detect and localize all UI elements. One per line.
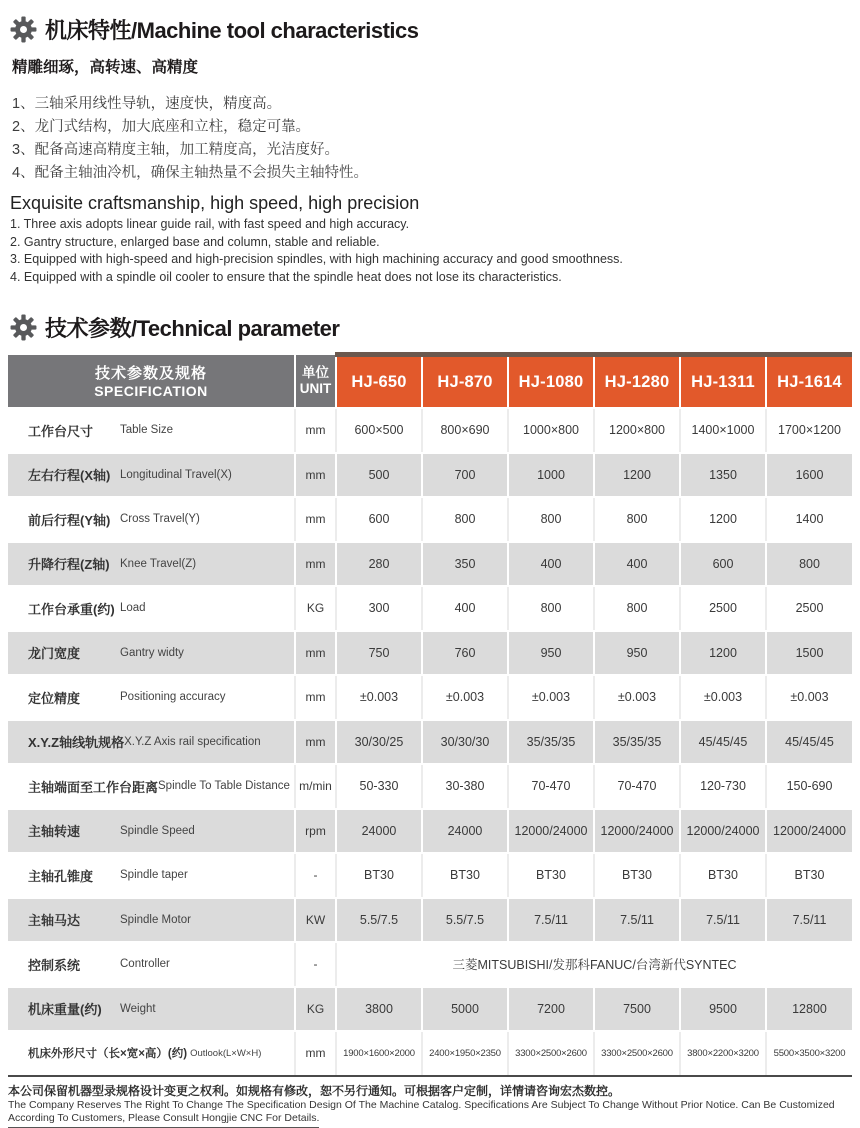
gear-icon xyxy=(10,16,37,43)
model-header-hj870: HJ-870 xyxy=(422,355,508,409)
features-list-en xyxy=(10,216,852,286)
value-cell: 45/45/45 xyxy=(680,720,766,765)
value-cell: 30/30/25 xyxy=(336,720,422,765)
spec-label-en: Weight xyxy=(120,1002,156,1015)
value-cell: 50-330 xyxy=(336,764,422,809)
value-cell: 30-380 xyxy=(422,764,508,809)
value-cell: 1400 xyxy=(766,497,852,542)
spec-label-cn: 龙门宽度 xyxy=(28,646,81,662)
value-cell: 3300×2500×2600 xyxy=(508,1031,594,1076)
feature-cn-item: 3、配备高速高精度主轴，加工精度高，光洁度好。 xyxy=(12,142,340,158)
feature-en-item: 4. Equipped with a spindle oil cooler to ensure that the spindle heat does not lose its characteristics. xyxy=(10,269,562,284)
value-cell: 1200×800 xyxy=(594,408,680,453)
spec-cell xyxy=(8,1031,295,1076)
spec-cell xyxy=(8,675,295,720)
features-title: 机床特性/Machine tool characteristics xyxy=(45,18,419,43)
unit-header-cell xyxy=(295,355,336,409)
spec-label-cn: 升降行程(Z轴) xyxy=(28,557,110,573)
spec-cell xyxy=(8,497,295,542)
model-header-hj1614: HJ-1614 xyxy=(766,355,852,409)
spec-label-cn: 工作台尺寸 xyxy=(28,423,94,439)
unit-cell: mm xyxy=(295,1031,336,1076)
value-cell: 1700×1200 xyxy=(766,408,852,453)
value-cell: 750 xyxy=(336,631,422,676)
spec-label-cn: 主轴孔锥度 xyxy=(28,868,94,884)
spec-label-en: Positioning accuracy xyxy=(120,691,226,704)
spec-cell xyxy=(8,453,295,498)
value-cell: ±0.003 xyxy=(508,675,594,720)
unit-cell: mm xyxy=(295,675,336,720)
spec-cell xyxy=(8,898,295,943)
value-cell: 700 xyxy=(422,453,508,498)
feature-en-item: 3. Equipped with high-speed and high-precision spindles, with high machining accuracy and good smoothness. xyxy=(10,252,623,266)
value-cell: 12800 xyxy=(766,987,852,1032)
value-cell: 7.5/11 xyxy=(680,898,766,943)
model-header-hj1080: HJ-1080 xyxy=(508,355,594,409)
value-cell: 70-470 xyxy=(508,764,594,809)
value-cell: 7200 xyxy=(508,987,594,1032)
value-cell: 1900×1600×2000 xyxy=(336,1031,422,1076)
value-cell: 1500 xyxy=(766,631,852,676)
table-row xyxy=(8,809,852,854)
value-cell: 7.5/11 xyxy=(766,898,852,943)
value-cell: 24000 xyxy=(336,809,422,854)
feature-cn-item: 1、三轴采用线性导轨，速度快，精度高。 xyxy=(12,96,282,112)
unit-cell: mm xyxy=(295,720,336,765)
spec-label-cn: 机床外形尺寸（长×宽×高）(约) xyxy=(28,1048,188,1061)
value-cell: 7.5/11 xyxy=(508,898,594,943)
value-cell: 950 xyxy=(594,631,680,676)
value-cell: ±0.003 xyxy=(422,675,508,720)
table-row xyxy=(8,1031,852,1076)
spec-header-cn: 技术参数及规格 xyxy=(94,365,207,383)
spec-label-cn: 机床重量(约) xyxy=(28,1002,102,1018)
gear-icon xyxy=(10,314,37,341)
spec-cell xyxy=(8,720,295,765)
value-cell: 3300×2500×2600 xyxy=(594,1031,680,1076)
spec-header-cell xyxy=(8,355,295,409)
value-cell: 35/35/35 xyxy=(508,720,594,765)
value-cell: 45/45/45 xyxy=(766,720,852,765)
value-cell: 5000 xyxy=(422,987,508,1032)
value-cell: 12000/24000 xyxy=(680,809,766,854)
value-cell: 2500 xyxy=(766,586,852,631)
value-cell: 800 xyxy=(508,586,594,631)
feature-en-item: 2. Gantry structure, enlarged base and column, stable and reliable. xyxy=(10,234,380,249)
model-header-hj650: HJ-650 xyxy=(336,355,422,409)
value-cell: 5500×3500×3200 xyxy=(766,1031,852,1076)
value-cell: 600×500 xyxy=(336,408,422,453)
unit-cell: KG xyxy=(295,987,336,1032)
unit-cell: mm xyxy=(295,408,336,453)
table-row xyxy=(8,542,852,587)
table-row xyxy=(8,764,852,809)
table-row xyxy=(8,675,852,720)
spec-cell xyxy=(8,542,295,587)
table-row xyxy=(8,987,852,1032)
unit-cell: m/min xyxy=(295,764,336,809)
spec-label-cn: 左右行程(X轴) xyxy=(28,468,111,484)
value-cell: 7.5/11 xyxy=(594,898,680,943)
spec-table xyxy=(8,352,852,1077)
value-cell: 280 xyxy=(336,542,422,587)
table-row xyxy=(8,853,852,898)
value-cell: 12000/24000 xyxy=(766,809,852,854)
unit-cell: - xyxy=(295,853,336,898)
spec-header-en: SPECIFICATION xyxy=(94,383,208,400)
spec-label-en: Longitudinal Travel(X) xyxy=(120,468,232,481)
features-section-header xyxy=(10,14,852,45)
unit-cell: KW xyxy=(295,898,336,943)
footer xyxy=(8,1083,852,1128)
spec-label-en: Gantry widty xyxy=(120,646,184,659)
value-cell: BT30 xyxy=(508,853,594,898)
spec-label-cn: X.Y.Z轴线轨规格 xyxy=(28,735,125,751)
value-cell: 800 xyxy=(766,542,852,587)
value-cell: 3800×2200×3200 xyxy=(680,1031,766,1076)
spec-label-en: X.Y.Z Axis rail specification xyxy=(124,735,261,748)
value-cell: 2400×1950×2350 xyxy=(422,1031,508,1076)
feature-en-item: 1. Three axis adopts linear guide rail, with fast speed and high accuracy. xyxy=(10,217,410,231)
value-cell: 350 xyxy=(422,542,508,587)
table-row xyxy=(8,408,852,453)
value-cell: 400 xyxy=(594,542,680,587)
value-cell: BT30 xyxy=(594,853,680,898)
spec-label-cn: 前后行程(Y轴) xyxy=(28,512,111,528)
table-row xyxy=(8,586,852,631)
unit-cell: mm xyxy=(295,497,336,542)
value-cell: 24000 xyxy=(422,809,508,854)
value-cell: 7500 xyxy=(594,987,680,1032)
value-cell: 1200 xyxy=(594,453,680,498)
spec-cell xyxy=(8,853,295,898)
unit-cell: - xyxy=(295,942,336,987)
value-cell: 1000 xyxy=(508,453,594,498)
spec-label-cn: 主轴端面至工作台距离 xyxy=(28,779,159,795)
footer-disclaimer-cn: 本公司保留机器型录规格设计变更之权利。如规格有修改，恕不另行通知。可根据客户定制，详情请咨询宏杰数控。 xyxy=(8,1083,621,1098)
features-list-cn xyxy=(12,93,852,185)
value-cell: 9500 xyxy=(680,987,766,1032)
value-cell: 800 xyxy=(508,497,594,542)
model-header-hj1311: HJ-1311 xyxy=(680,355,766,409)
value-cell: 120-730 xyxy=(680,764,766,809)
spec-label-en: Cross Travel(Y) xyxy=(120,513,200,526)
value-cell: 1200 xyxy=(680,497,766,542)
value-cell: 30/30/30 xyxy=(422,720,508,765)
footer-disclaimer-en-line1: The Company Reserves The Right To Change The Specification Design Of The Machine Catalog. Specifications Are Subject To Change Without Prior Notice. Can Be Customized xyxy=(8,1098,835,1111)
spec-label-en: Knee Travel(Z) xyxy=(120,557,197,570)
value-cell: 800 xyxy=(594,497,680,542)
unit-cell: mm xyxy=(295,631,336,676)
spec-cell xyxy=(8,942,295,987)
value-cell: ±0.003 xyxy=(336,675,422,720)
spec-cell xyxy=(8,408,295,453)
value-cell: 12000/24000 xyxy=(594,809,680,854)
spec-label-en: Table Size xyxy=(120,424,174,437)
spec-label-cn: 控制系统 xyxy=(28,957,81,973)
footer-disclaimer-en-line2: According To Customers, Please Consult Hongjie CNC For Details. xyxy=(8,1112,319,1128)
table-row xyxy=(8,898,852,943)
model-header-hj1280: HJ-1280 xyxy=(594,355,680,409)
value-cell: 1400×1000 xyxy=(680,408,766,453)
value-cell: BT30 xyxy=(680,853,766,898)
spec-label-en: Spindle taper xyxy=(120,869,188,882)
features-subtitle: 精雕细琢，高转速、高精度 xyxy=(12,59,199,76)
table-row xyxy=(8,720,852,765)
unit-header-en: UNIT xyxy=(299,380,332,396)
value-cell: 1600 xyxy=(766,453,852,498)
value-cell: 12000/24000 xyxy=(508,809,594,854)
spec-label-cn: 定位精度 xyxy=(28,690,81,706)
value-cell: 35/35/35 xyxy=(594,720,680,765)
value-cell: 600 xyxy=(680,542,766,587)
table-row xyxy=(8,497,852,542)
table-header-row xyxy=(8,355,852,409)
spec-label-en: Spindle Motor xyxy=(120,913,191,926)
table-row xyxy=(8,453,852,498)
value-cell: 500 xyxy=(336,453,422,498)
value-cell: 1200 xyxy=(680,631,766,676)
value-cell: 三菱MITSUBISHI/发那科FANUC/台湾新代SYNTEC xyxy=(336,942,852,987)
spec-label-en: Spindle To Table Distance xyxy=(158,780,290,793)
table-row xyxy=(8,942,852,987)
spec-cell xyxy=(8,764,295,809)
spec-label-cn: 主轴转速 xyxy=(28,824,81,840)
unit-cell: KG xyxy=(295,586,336,631)
unit-cell: mm xyxy=(295,542,336,587)
value-cell: ±0.003 xyxy=(594,675,680,720)
spec-cell xyxy=(8,987,295,1032)
value-cell: 5.5/7.5 xyxy=(336,898,422,943)
value-cell: 150-690 xyxy=(766,764,852,809)
value-cell: 760 xyxy=(422,631,508,676)
value-cell: 800 xyxy=(594,586,680,631)
spec-cell xyxy=(8,586,295,631)
value-cell: 300 xyxy=(336,586,422,631)
spec-cell xyxy=(8,809,295,854)
parameters-section-header xyxy=(10,312,852,343)
spec-cell xyxy=(8,631,295,676)
value-cell: BT30 xyxy=(766,853,852,898)
value-cell: 1000×800 xyxy=(508,408,594,453)
spec-label-en: Spindle Speed xyxy=(120,824,195,837)
unit-header-cn: 单位 xyxy=(302,364,329,380)
value-cell: ±0.003 xyxy=(680,675,766,720)
value-cell: 400 xyxy=(508,542,594,587)
value-cell: 70-470 xyxy=(594,764,680,809)
unit-cell: mm xyxy=(295,453,336,498)
value-cell: 400 xyxy=(422,586,508,631)
value-cell: 3800 xyxy=(336,987,422,1032)
value-cell: 800 xyxy=(422,497,508,542)
spec-label-en: Load xyxy=(120,602,146,615)
parameters-title: 技术参数/Technical parameter xyxy=(45,316,340,341)
unit-cell: rpm xyxy=(295,809,336,854)
spec-label-cn: 主轴马达 xyxy=(28,913,81,929)
feature-cn-item: 2、龙门式结构，加大底座和立柱，稳定可靠。 xyxy=(12,119,311,135)
value-cell: BT30 xyxy=(336,853,422,898)
value-cell: 600 xyxy=(336,497,422,542)
table-row xyxy=(8,631,852,676)
value-cell: 1350 xyxy=(680,453,766,498)
value-cell: 5.5/7.5 xyxy=(422,898,508,943)
value-cell: BT30 xyxy=(422,853,508,898)
features-heading-en: Exquisite craftsmanship, high speed, high precision xyxy=(10,193,420,213)
value-cell: 2500 xyxy=(680,586,766,631)
value-cell: 950 xyxy=(508,631,594,676)
feature-cn-item: 4、配备主轴油冷机，确保主轴热量不会损失主轴特性。 xyxy=(12,165,369,181)
spec-label-en: Controller xyxy=(120,958,170,971)
value-cell: ±0.003 xyxy=(766,675,852,720)
value-cell: 800×690 xyxy=(422,408,508,453)
spec-label-en: Outlook(L×W×H) xyxy=(190,1047,262,1059)
spec-label-cn: 工作台承重(约) xyxy=(28,601,115,617)
